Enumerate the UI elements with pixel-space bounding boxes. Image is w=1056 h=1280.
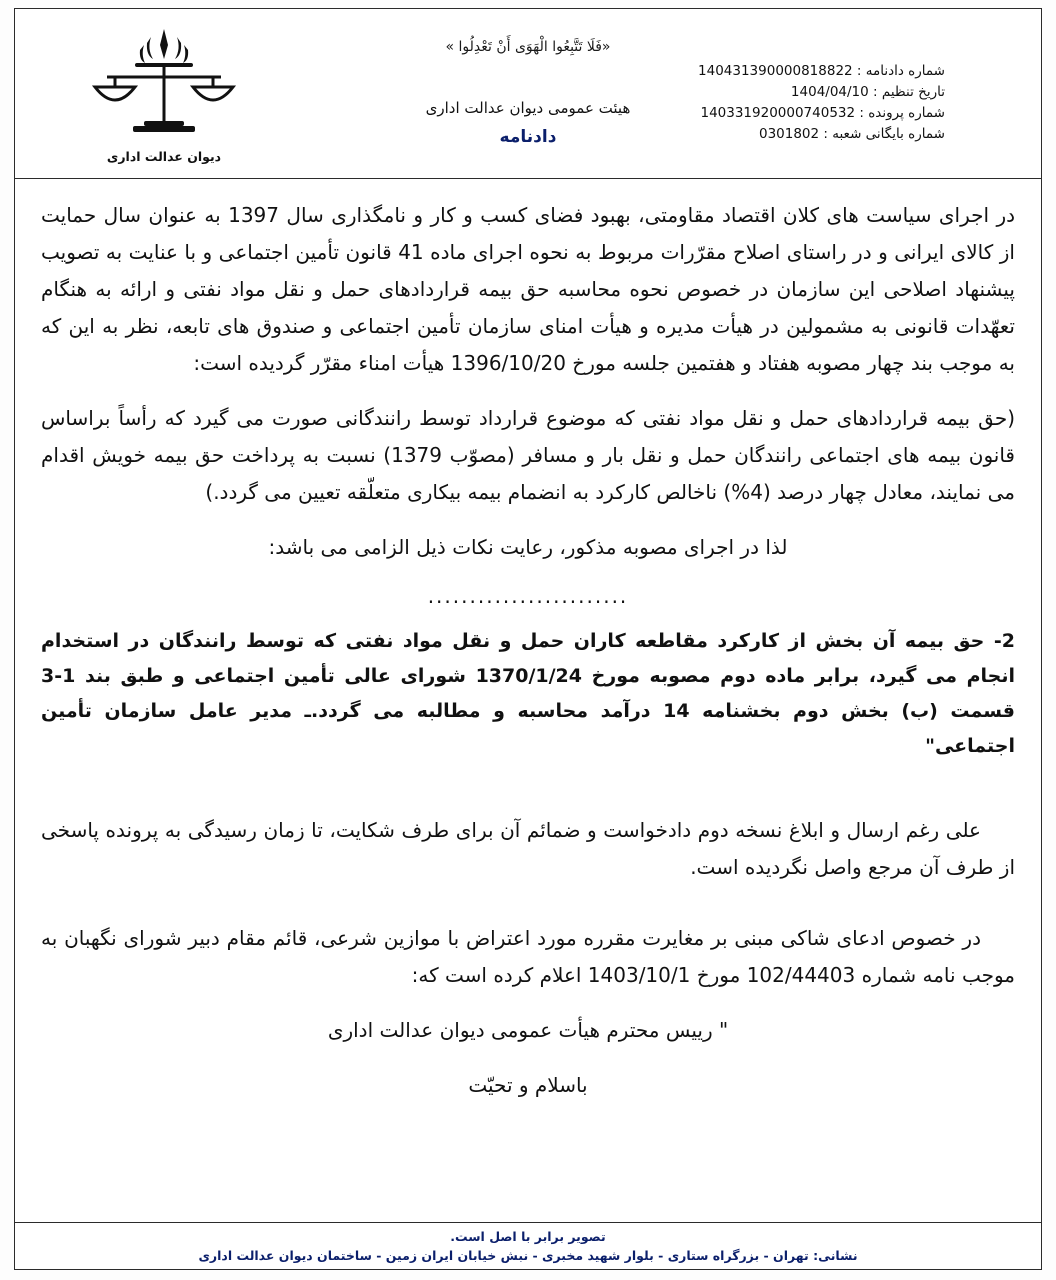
separator-dots: ........................: [427, 584, 629, 608]
spacer: [41, 782, 1015, 812]
document-type-title: دادنامه: [499, 127, 557, 147]
document-body: [15, 179, 1041, 1104]
address-line: نشانی: تهران - بزرگراه ستاری - بلوار شهید مخبری - نبش خیابان ایران زمین - ساختمان دیوان عدالت اداری: [198, 1248, 858, 1263]
verdict-number-label: شماره دادنامه :: [856, 63, 945, 79]
quran-verse: «فَلَا تَتَّبِعُوا الْهَوَى أَنْ تَعْدِلُوا »: [445, 39, 611, 55]
bold-clause-paragraph: 2- حق بیمه آن بخش از کارکرد مقاطعه کاران حمل و نقل مواد نفتی که توسط رانندگان در استخدام انجام می گیرد، برابر ماده دوم مصوبه مورخ 1370/1/24 شورای عالی تأمین اجتماعی و طبق بند 1-3 قسمت (ب) بخش دوم بخشنامه 14 درآمد محاسبه و مطالبه می گردد.ـ مدیر عامل سازمان تأمین اجتماعی": [41, 630, 1015, 757]
emblem-caption: دیوان عدالت اداری: [106, 149, 222, 164]
emblem-block: [79, 25, 249, 164]
archive-number-label: شماره بایگانی شعبه :: [823, 126, 945, 142]
body-paragraph: علی رغم ارسال و ابلاغ نسخه دوم دادخواست و ضمائم آن برای طرف شکایت، تا زمان رسیدگی به پرونده پاسخی از طرف آن مرجع واصل نگردیده است.: [41, 818, 1015, 879]
verdict-number-value: 140431390000818822: [698, 63, 853, 79]
body-paragraph: لذا در اجرای مصوبه مذکور، رعایت نکات ذیل الزامی می باشد:: [268, 535, 788, 559]
case-number-label: شماره پرونده :: [859, 105, 945, 121]
body-paragraph: در خصوص ادعای شاکی مبنی بر مغایرت مقرره مورد اعتراض با موازین شرعی، قائم مقام دبیر شورای نگهبان به موجب نامه شماره 102/44403 مورخ 1403/10/1 اعلام کرده است که:: [41, 926, 1015, 987]
spacer: [41, 904, 1015, 920]
certified-copy-note: تصویر برابر با اصل است.: [450, 1229, 606, 1244]
organization-name: هیئت عمومی دیوان عدالت اداری: [425, 99, 631, 117]
document-header: [15, 9, 1041, 179]
document-footer: [15, 1222, 1041, 1263]
body-paragraph: " رییس محترم هیأت عمومی دیوان عدالت اداری: [327, 1018, 729, 1042]
date-label: تاریخ تنظیم :: [873, 84, 945, 100]
body-paragraph: (حق بیمه قراردادهای حمل و نقل مواد نفتی که موضوع قرارداد توسط رانندگانی صورت می گیرد که رأساً براساس قانون بیمه های اجتماعی رانندگان حمل و نقل بار و مسافر (مصوّب 1379) نسبت به پرداخت حق بیمه خویش اقدام می نمایند، معادل چهار درصد (4%) ناخالص کارکرد به انضمام بیمه بیکاری متعلّقه تعیین می گردد.): [41, 406, 1015, 504]
body-paragraph: باسلام و تحیّت: [468, 1073, 588, 1097]
body-paragraph: در اجرای سیاست های کلان اقتصاد مقاومتی، بهبود فضای کسب و کار و نامگذاری سال 1397 به عنوان سال حمایت از کالای ایرانی و در راستای اصلاح مقرّرات مربوط به نحوه اجرای ماده 41 قانون تأمین اجتماعی و با عنایت به تصویب پیشنهاد اصلاحی این سازمان در خصوص نحوه محاسبه حق بیمه قراردادهای حمل و نقل مواد نفتی و ارائه به هنگام تعهّدات قانونی به مشمولین در هیأت مدیره و هیأت امنای سازمان تأمین اجتماعی و صندوق های تابعه، نظر به این که به موجب بند چهار مصوبه هفتاد و هفتمین جلسه مورخ 1396/10/20 هیأت امناء مقرّر گردیده است:: [41, 203, 1016, 375]
scales-of-justice-icon: [79, 25, 249, 145]
date-value: 1404/04/10: [790, 84, 869, 100]
case-number-value: 140331920000740532: [700, 105, 856, 121]
document-sheet: [14, 8, 1042, 1270]
archive-number-value: 0301802: [758, 126, 820, 142]
